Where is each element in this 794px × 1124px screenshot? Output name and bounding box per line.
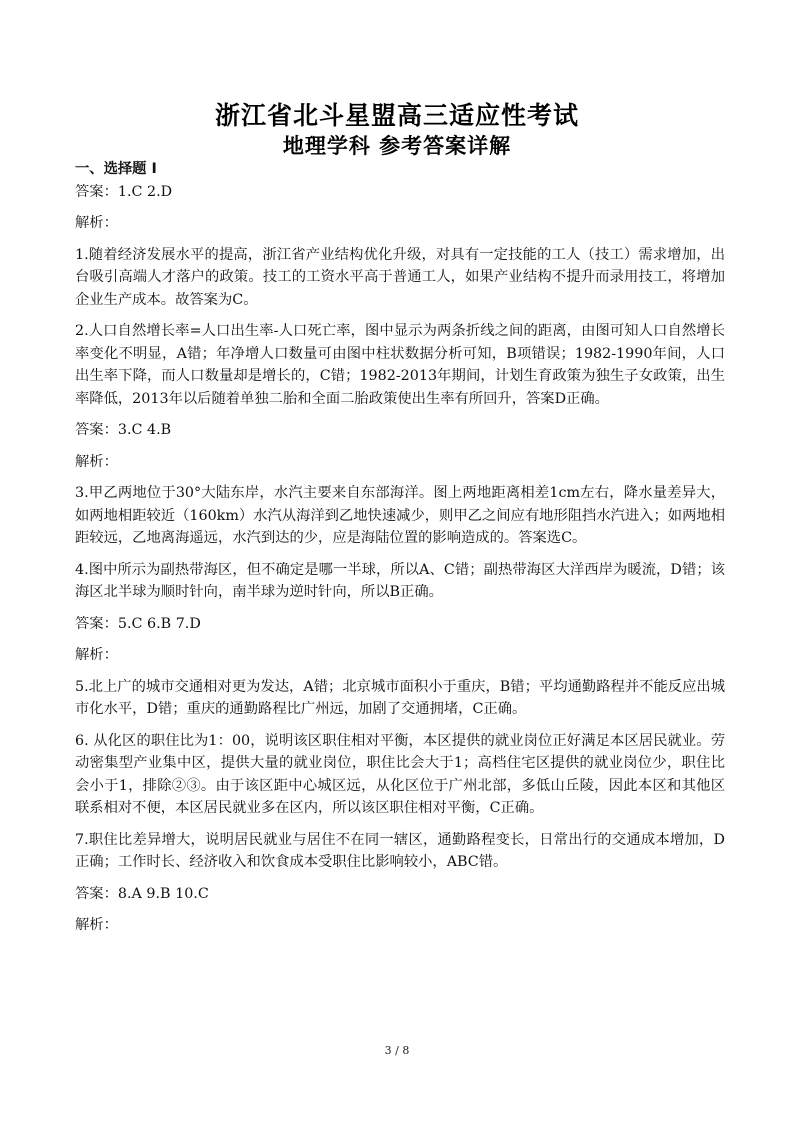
- document-title: 浙江省北斗星盟高三适应性考试: [214, 101, 579, 130]
- analysis-label: 解析：: [75, 215, 118, 231]
- analysis-label: 解析：: [75, 453, 118, 470]
- explanation-paragraph: 7.职住比差异增大，说明居民就业与居住不在同一辖区，通勤路程变长，日常出行的交通成本增加，D正确；工作时长、经济收入和饮食成本受职住比影响较小，ABC错。: [75, 831, 725, 870]
- answer-line: 答案：1.C 2.D: [75, 183, 173, 200]
- explanation-paragraph: 6. 从化区的职住比为1：00，说明该区职住相对平衡，本区提供的就业岗位正好满足本区居民就业。劳动密集型产业集中区，提供大量的就业岗位，职住比会大于1；高档住宅区提供的就业岗位少，职住比会小于1，排除②③。由于该区距中心城区远，从化区位于广州北部，多低山丘陵，因此本区和其他区联系相对不便，本区居民就业多在区内，所以该区职住相对平衡，C正确。: [75, 732, 725, 816]
- document-body: [75, 158, 725, 946]
- explanation-paragraph: 4.图中所示为副热带海区，但不确定是哪一半球，所以A、C错；副热带海区大洋西岸为暖流，D错；该海区北半球为顺时针向，南半球为逆时针向，所以B正确。: [75, 561, 725, 600]
- answer-line: 答案：3.C 4.B: [75, 422, 172, 438]
- analysis-label: 解析：: [75, 917, 118, 933]
- section-heading: 一、选择题 I: [75, 161, 157, 177]
- explanation-paragraph: 2.人口自然增长率=人口出生率-人口死亡率，图中显示为两条折线之间的距离，由图可知人口自然增长率变化不明显，A错；年净增人口数量可由图中柱状数据分析可知，B项错误；1982-1990年间，人口出生率下降，而人口数量却是增长的，C错；1982-2013年期间，计划生育政策为独生子女政策，出生率降低，2013年以后随着单独二胎和全面二胎政策使出生率有所回升，答案D正确。: [75, 323, 725, 407]
- explanation-paragraph: 1.随着经济发展水平的提高，浙江省产业结构优化升级，对具有一定技能的工人（技工）需求增加，出台吸引高端人才落户的政策。技工的工资水平高于普通工人，如果产业结构不提升而录用技工，将增加企业生产成本。故答案为C。: [75, 246, 725, 308]
- explanation-paragraph: 3.甲乙两地位于30°大陆东岸，水汽主要来自东部海洋。图上两地距离相差1cm左右，降水量差异大，如两地相距较近（160km）水汽从海洋到乙地快速减少，则甲乙之间应有地形阻挡水汽进入；如两地相距较远，乙地离海遥远，水汽到达的少，应是海陆位置的影响造成的。答案选C。: [75, 485, 725, 546]
- explanation-paragraph: 5.北上广的城市交通相对更为发达，A错；北京城市面积小于重庆，B错；平均通勤路程并不能反应出城市化水平，D错；重庆的通勤路程比广州远，加剧了交通拥堵，C正确。: [75, 678, 725, 717]
- page-number: 3 / 8: [384, 1044, 410, 1057]
- document-subtitle: 地理学科 参考答案详解: [282, 134, 512, 158]
- analysis-label: 解析：: [75, 647, 118, 663]
- answer-line: 答案：5.C 6.B 7.D: [75, 615, 201, 632]
- answer-line: 答案：8.A 9.B 10.C: [75, 885, 209, 902]
